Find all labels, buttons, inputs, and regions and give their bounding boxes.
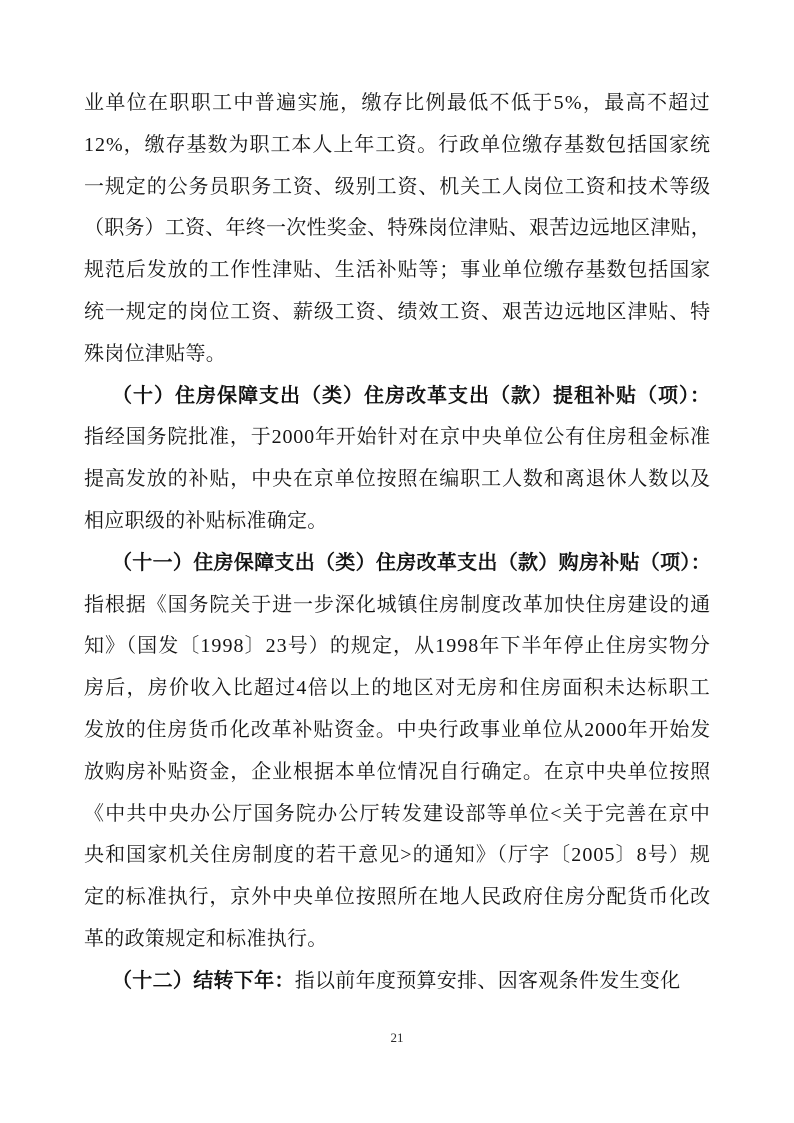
text-line xyxy=(84,167,711,209)
body-text: 12%，缴存基数为职工本人上年工资。行政单位缴存基数包括国家统 xyxy=(84,133,711,156)
body-text: 《中共中央办公厅国务院办公厅转发建设部等单位<关于完善在京中 xyxy=(84,802,711,825)
document-body xyxy=(84,83,711,1003)
text-line xyxy=(84,668,711,710)
body-text: 殊岗位津贴等。 xyxy=(84,342,227,365)
text-line xyxy=(84,501,711,543)
heading-bold-text: （十二）结转下年： xyxy=(112,969,295,992)
body-text: （职务）工资、年终一次性奖金、特殊岗位津贴、艰苦边远地区津贴， xyxy=(84,217,711,240)
body-text: 提高发放的补贴，中央在京单位按照在编职工人数和离退休人数以及 xyxy=(84,468,711,491)
text-line xyxy=(84,835,711,877)
body-text: 放购房补贴资金，企业根据本单位情况自行确定。在京中央单位按照 xyxy=(84,760,711,783)
text-line xyxy=(84,125,711,167)
text-line xyxy=(84,334,711,376)
text-line xyxy=(84,585,711,627)
body-text: 知》（国发〔1998〕23号）的规定，从1998年下半年停止住房实物分 xyxy=(84,635,711,658)
body-text: 业单位在职职工中普遍实施，缴存比例最低不低于5%，最高不超过 xyxy=(84,92,711,114)
text-line xyxy=(84,543,711,585)
text-line xyxy=(84,961,711,1003)
body-text: 指根据《国务院关于进一步深化城镇住房制度改革加快住房建设的通 xyxy=(84,593,711,616)
text-line xyxy=(84,710,711,752)
body-text: 统一规定的岗位工资、薪级工资、绩效工资、艰苦边远地区津贴、特 xyxy=(84,300,711,323)
body-text: 央和国家机关住房制度的若干意见>的通知》（厅字〔2005〕8号）规 xyxy=(84,844,711,867)
body-text: 革的政策规定和标准执行。 xyxy=(84,927,328,950)
page-number: 21 xyxy=(390,1030,404,1045)
text-line xyxy=(84,459,711,501)
text-line xyxy=(84,208,711,250)
text-line xyxy=(84,919,711,961)
body-text: 定的标准执行，京外中央单位按照所在地人民政府住房分配货币化改 xyxy=(84,886,711,909)
text-line xyxy=(84,250,711,292)
heading-bold-text: （十）住房保障支出（类）住房改革支出（款）提租补贴（项）： xyxy=(112,384,711,407)
body-text: 指以前年度预算安排、因客观条件发生变化 xyxy=(294,969,681,992)
body-text: 一规定的公务员职务工资、级别工资、机关工人岗位工资和技术等级 xyxy=(84,175,711,198)
body-text: 规范后发放的工作性津贴、生活补贴等；事业单位缴存基数包括国家 xyxy=(84,259,711,282)
text-line xyxy=(84,877,711,919)
text-line xyxy=(84,626,711,668)
body-text: 相应职级的补贴标准确定。 xyxy=(84,509,328,532)
text-line xyxy=(84,417,711,459)
heading-bold-text: （十一）住房保障支出（类）住房改革支出（款）购房补贴（项）： xyxy=(112,551,711,574)
text-line xyxy=(84,752,711,794)
body-text: 房后，房价收入比超过4倍以上的地区对无房和住房面积未达标职工 xyxy=(84,677,711,700)
body-text: 指经国务院批准，于2000年开始针对在京中央单位公有住房租金标准 xyxy=(84,426,711,449)
body-text: 发放的住房货币化改革补贴资金。中央行政事业单位从2000年开始发 xyxy=(84,718,711,741)
text-line xyxy=(84,376,711,418)
text-line xyxy=(84,83,711,125)
text-line xyxy=(84,794,711,836)
text-line xyxy=(84,292,711,334)
